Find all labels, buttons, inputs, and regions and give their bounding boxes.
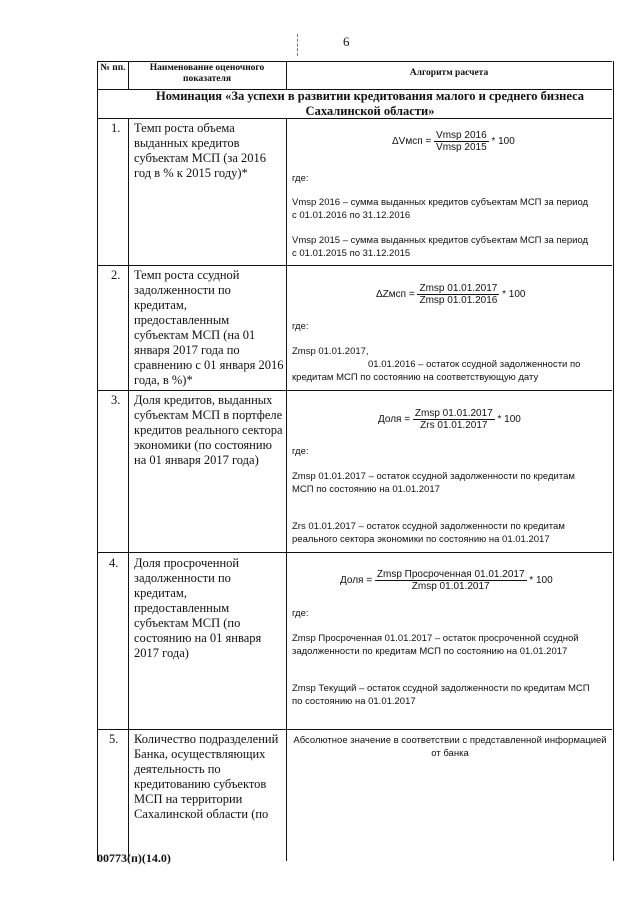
row-3-bottom-border <box>97 552 612 553</box>
table-top-border <box>97 61 612 62</box>
row-1-formula: ΔVмсп = $\frac{\text{Vmsp 2016}}{\text{Vmsp 2015}}$ * 100 <box>392 130 515 153</box>
row-4-number: 4. <box>109 556 119 570</box>
row-2-number: 2. <box>111 268 121 282</box>
row-3-definition-1: Zmsp 01.01.2017 – остаток ссудной задолженности по кредитам МСП по состоянию на 01.01.2017 <box>292 471 575 495</box>
row-4-definition-1: Zmsp Просроченная 01.01.2017 – остаток просроченной ссудной задолженности по кредитам МСП по состоянию на 01.01.2017 <box>292 633 579 657</box>
row-1-definition-2: Vmsp 2015 – сумма выданных кредитов субъектам МСП за период с 01.01.2015 по 31.12.2015 <box>292 235 589 259</box>
document-code: 00773(п)(14.0) <box>97 851 171 865</box>
header-col-number: № пп. <box>100 63 126 73</box>
header-col-name: Наименование оценочного показателя <box>149 63 265 84</box>
row-2-formula: ΔZмсп = $\frac{\text{Zmsp 01.01.2017}}{\text{Zmsp 01.01.2016}}$ * 100 <box>376 283 526 306</box>
scan-mark <box>297 34 298 56</box>
header-col-divider-2 <box>286 61 287 89</box>
header-col-divider-1 <box>128 61 129 89</box>
row-2-where: где: <box>292 321 309 332</box>
row-1-name: Темп роста объема выданных кредитов субъектам МСП (за 2016 год в % к 2015 году)* <box>134 121 267 180</box>
page-number: 6 <box>343 34 350 49</box>
row-3-where: где: <box>292 446 309 457</box>
row-5-name: Количество подразделений Банка, осуществляющих деятельность по кредитованию субъектов МСП на территории Сахалинской области (по <box>134 732 279 821</box>
row-4-formula: Доля = $\frac{\text{Zmsp Просроченная 01.01.2017}}{\text{Zmsp 01.01.2017}}$ * 100 <box>340 569 553 592</box>
row-1-definition-1: Vmsp 2016 – сумма выданных кредитов субъектам МСП за период с 01.01.2016 по 31.12.2016 <box>292 197 589 221</box>
nomination-title: Номинация «За успехи в развитии кредитования малого и среднего бизнеса Сахалинской области» <box>155 89 585 118</box>
row-3-number: 3. <box>111 393 121 407</box>
row-5-text: Абсолютное значение в соответствии с представленной информацией от банка <box>293 735 607 759</box>
header-col-algorithm: Алгоритм расчета <box>409 68 489 78</box>
row-2-definition-2: 01.01.2016 – остаток ссудной задолженности по кредитам МСП по состоянию на соответствующую дату <box>292 359 581 383</box>
row-1-where: где: <box>292 173 309 184</box>
row-3-name: Доля кредитов, выданных субъектам МСП в портфеле кредитов реального сектора экономики (по состоянию на 01 января 2017 года) <box>134 393 283 467</box>
row-4-definition-2: Zmsp Текущий – остаток ссудной задолженности по кредитам МСП по состоянию на 01.01.2017 <box>292 683 590 707</box>
col-divider-1 <box>128 118 129 861</box>
row-1-number: 1. <box>111 121 121 135</box>
row-5-number: 5. <box>109 732 119 746</box>
row-3-formula: Доля = $\frac{\text{Zmsp 01.01.2017}}{\text{Zrs 01.01.2017}}$ * 100 <box>378 408 521 431</box>
row-4-name: Доля просроченной задолженности по кредитам, предоставленным субъектам МСП (по состоянию на 01 января 2017 года) <box>134 556 262 660</box>
row-1-bottom-border <box>97 265 612 266</box>
row-4-where: где: <box>292 608 309 619</box>
row-2-name: Темп роста ссудной задолженности по кредитам, предоставленным субъектам МСП (на 01 января 2017 года по сравнению с 01 января 2016 года, в %)* <box>134 268 284 387</box>
row-3-definition-2: Zrs 01.01.2017 – остаток ссудной задолженности по кредитам реального сектора экономики по состоянию на 01.01.2017 <box>292 521 565 545</box>
row-4-bottom-border <box>97 729 612 730</box>
row-2-definition-1: Zmsp 01.01.2017, <box>292 346 369 357</box>
row-2-bottom-border <box>97 390 612 391</box>
col-divider-2 <box>286 118 287 861</box>
